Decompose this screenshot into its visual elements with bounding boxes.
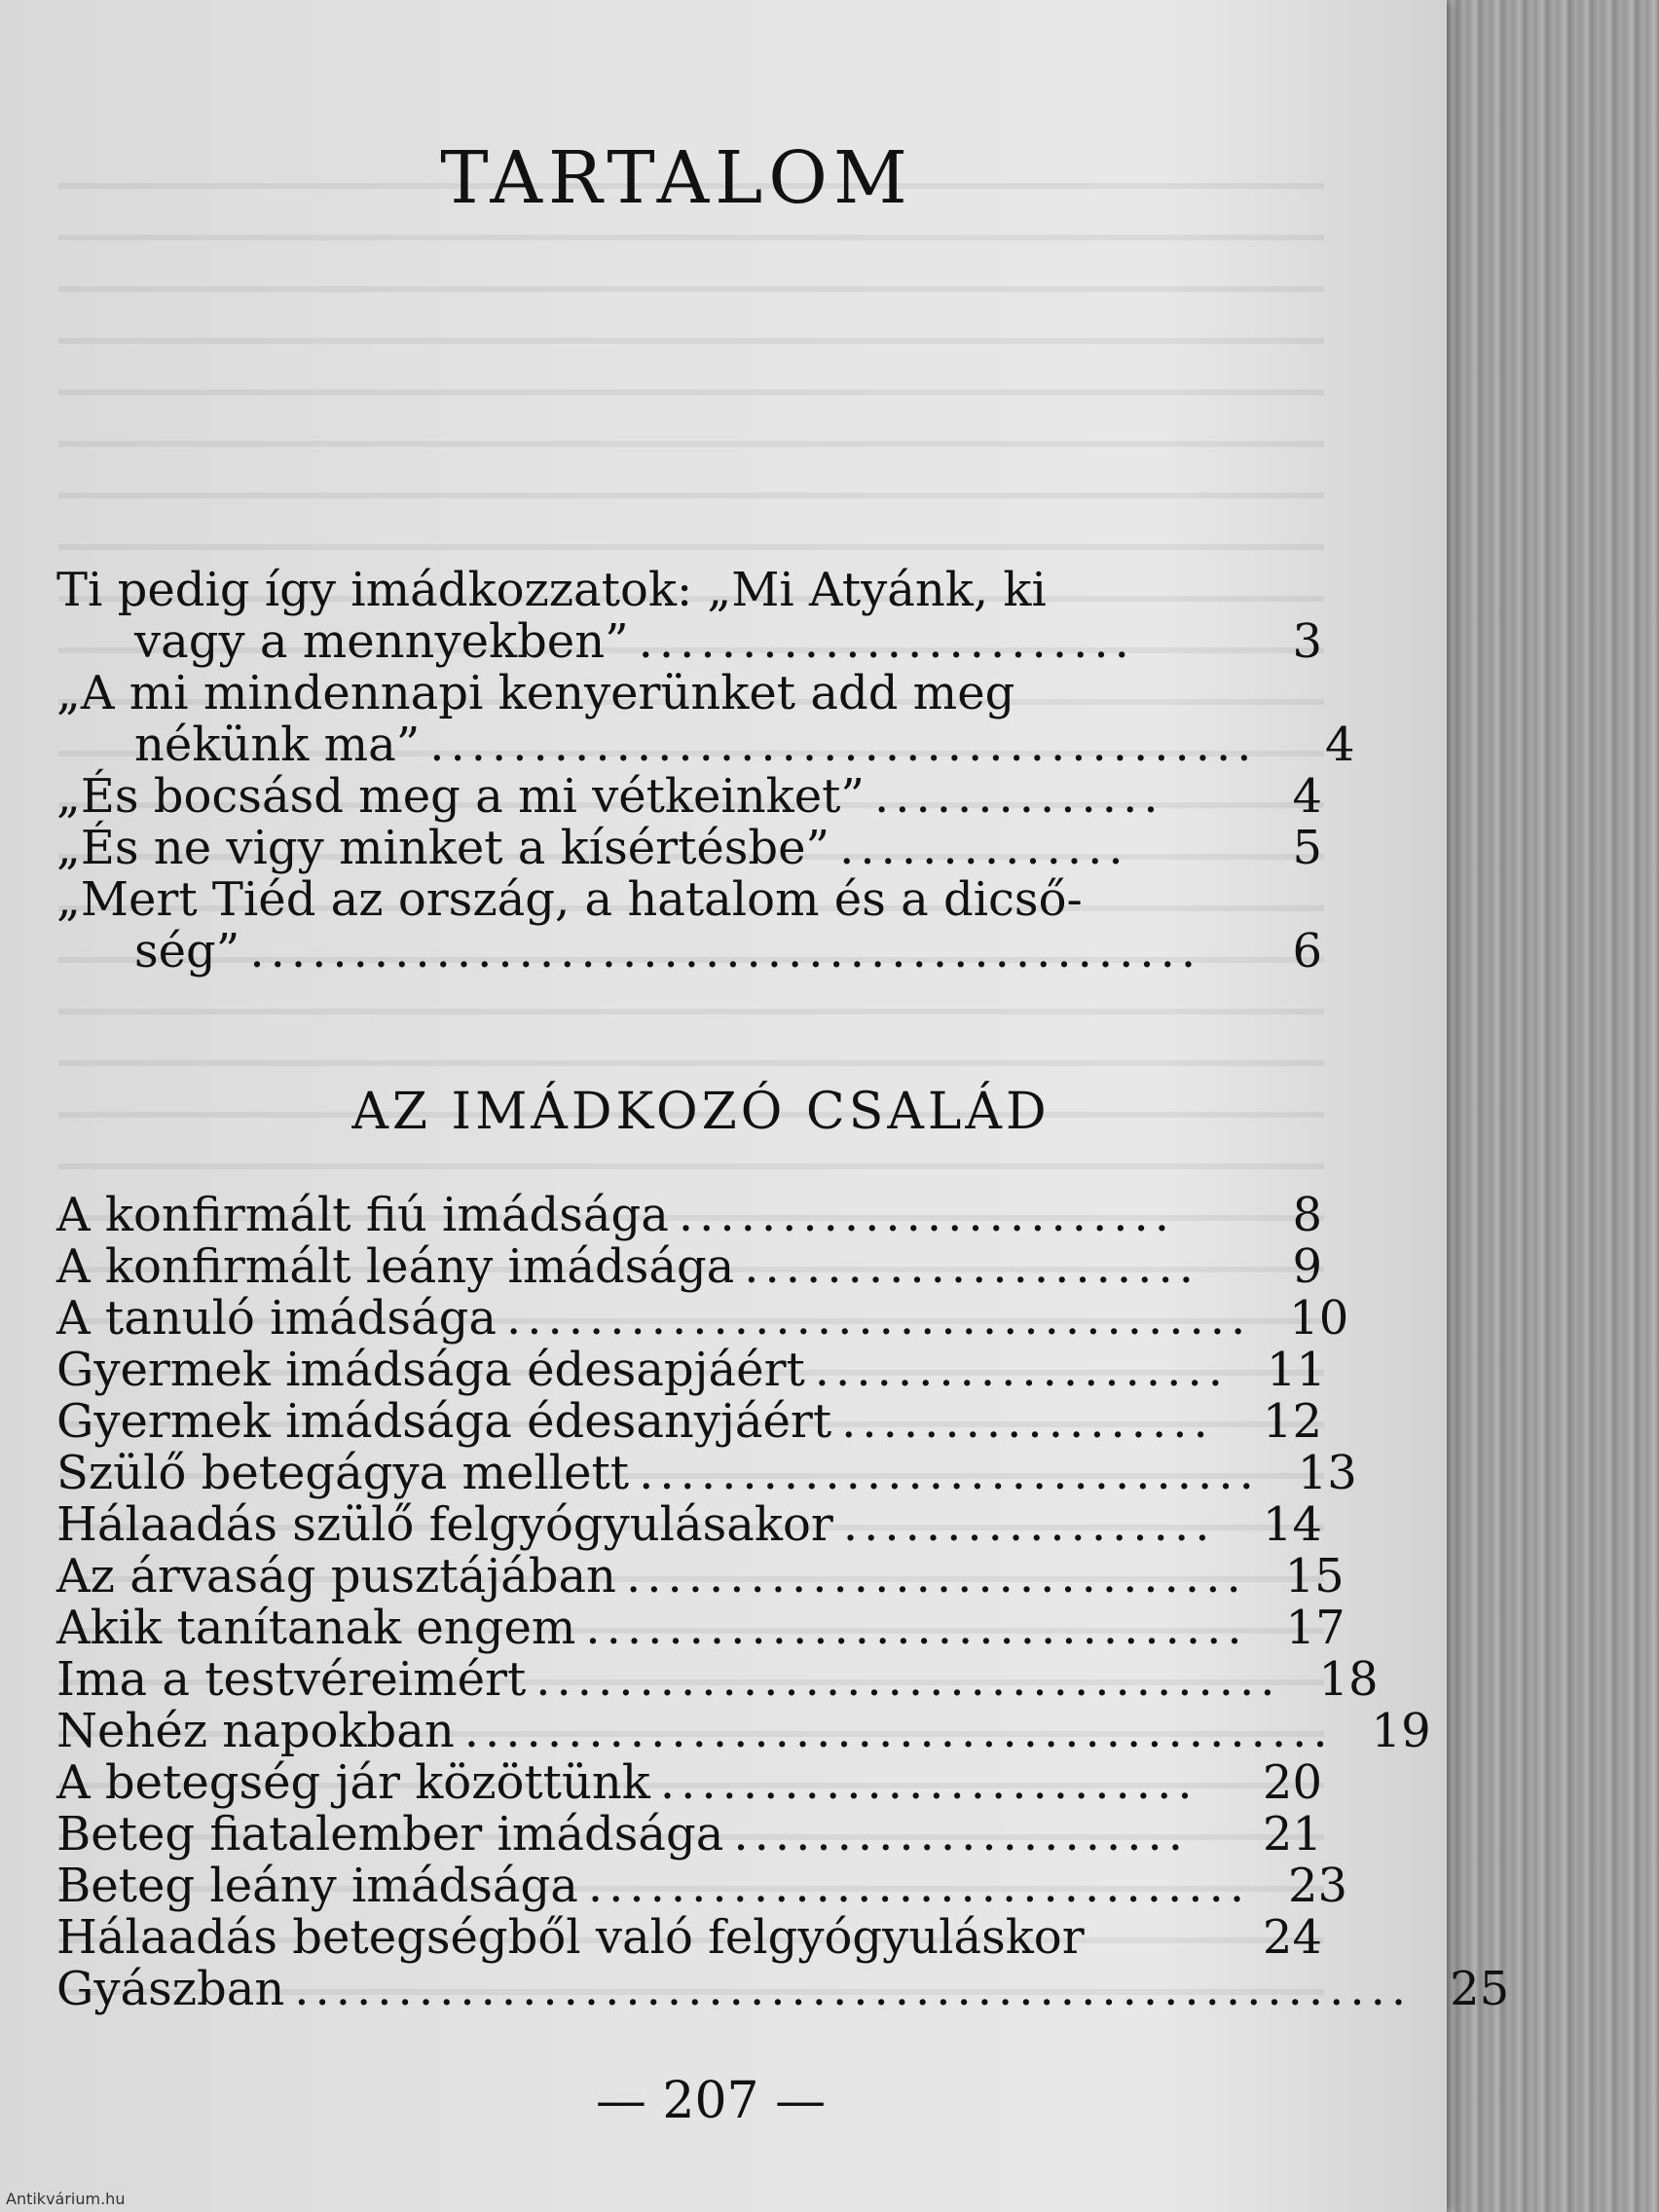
- toc-entry: Gyermek imádsága édesanyjáért .................. 12: [56, 1394, 1322, 1449]
- toc-entry-5-line1: „Mert Tiéd az ország, a hatalom és a dicső-: [56, 872, 1083, 927]
- page-ref: 3: [1292, 614, 1322, 669]
- toc-entry-3: „És bocsásd meg a mi vétkeinket” .............. 4: [56, 769, 1322, 824]
- toc-entry: Beteg leány imádsága ................................ 23: [56, 1859, 1348, 1913]
- toc-entry-2-line2: nékünk ma” ........................................ 4: [134, 718, 1355, 772]
- page-ref: 23: [1288, 1859, 1348, 1913]
- page-ref: 9: [1292, 1239, 1322, 1294]
- toc-entry: Hálaadás betegségből való felgyógyuláskor 24: [56, 1910, 1322, 1965]
- toc-entry: Szülő betegágya mellett .............................. 13: [56, 1446, 1357, 1500]
- toc-entry: Beteg fiatalember imádsága ...................... 21: [56, 1807, 1322, 1862]
- page-ref: 25: [1450, 1962, 1510, 2016]
- wooden-background: [1447, 0, 1659, 2212]
- page-ref: 17: [1285, 1601, 1346, 1655]
- page-ref: 11: [1266, 1343, 1326, 1397]
- page-ref: 24: [1262, 1910, 1322, 1965]
- page-ref: 5: [1292, 821, 1322, 875]
- toc-entry: Az árvaság pusztájában .............................. 15: [56, 1549, 1345, 1604]
- toc-entry: A betegség jár közöttünk .......................... 20: [56, 1755, 1322, 1810]
- toc-entry-4: „És ne vigy minket a kísértésbe” .............. 5: [56, 821, 1322, 875]
- page-ref: 10: [1289, 1291, 1349, 1346]
- page-ref: 4: [1292, 769, 1322, 824]
- toc-entry: Akik tanítanak engem ................................ 17: [56, 1601, 1346, 1655]
- page-ref: 4: [1325, 718, 1355, 772]
- toc-entry: Gyermek imádsága édesapjáért .................... 11: [56, 1343, 1326, 1397]
- page-ref: 14: [1262, 1497, 1322, 1552]
- toc-entry: Gyászban ...................................................... 25: [56, 1962, 1510, 2016]
- page-ref: 21: [1262, 1807, 1322, 1862]
- section-heading: AZ IMÁDKOZÓ CSALÁD: [351, 1083, 1051, 1141]
- toc-entry: Nehéz napokban .......................................... 19: [56, 1704, 1431, 1758]
- watermark: Antikvárium.hu: [6, 2190, 126, 2208]
- page-ref: 19: [1371, 1704, 1431, 1758]
- page-ref: 6: [1292, 924, 1322, 978]
- toc-entry: A konfirmált fiú imádsága ........................ 8: [56, 1188, 1322, 1242]
- page-number: — 207 —: [595, 2072, 827, 2130]
- page-ref: 8: [1292, 1188, 1322, 1242]
- page-ref: 15: [1284, 1549, 1345, 1604]
- toc-entry: A tanuló imádsága .................................... 10: [56, 1291, 1349, 1346]
- toc-entry-5-line2: ség” .............................................. 6: [134, 924, 1322, 978]
- toc-entry-2-line1: „A mi mindennapi kenyerünket add meg: [56, 666, 1015, 720]
- toc-group-1: [56, 563, 1355, 978]
- page-ref: 13: [1297, 1446, 1357, 1500]
- toc-entry-1-line1: Ti pedig így imádkozzatok: „Mi Atyánk, ki: [56, 563, 1047, 617]
- page-title: TARTALOM: [440, 136, 913, 220]
- toc-group-2: [56, 1188, 1510, 2016]
- toc-entry: Ima a testvéreimért .................................... 18: [56, 1652, 1379, 1707]
- page-ref: 12: [1262, 1394, 1322, 1449]
- page-ref: 18: [1318, 1652, 1379, 1707]
- page-ref: 20: [1262, 1755, 1322, 1810]
- toc-entry-1-line2: vagy a mennyekben” ........................ 3: [134, 614, 1322, 669]
- toc-entry: A konfirmált leány imádsága ...................... 9: [56, 1239, 1322, 1294]
- toc-entry: Hálaadás szülő felgyógyulásakor .................. 14: [56, 1497, 1322, 1552]
